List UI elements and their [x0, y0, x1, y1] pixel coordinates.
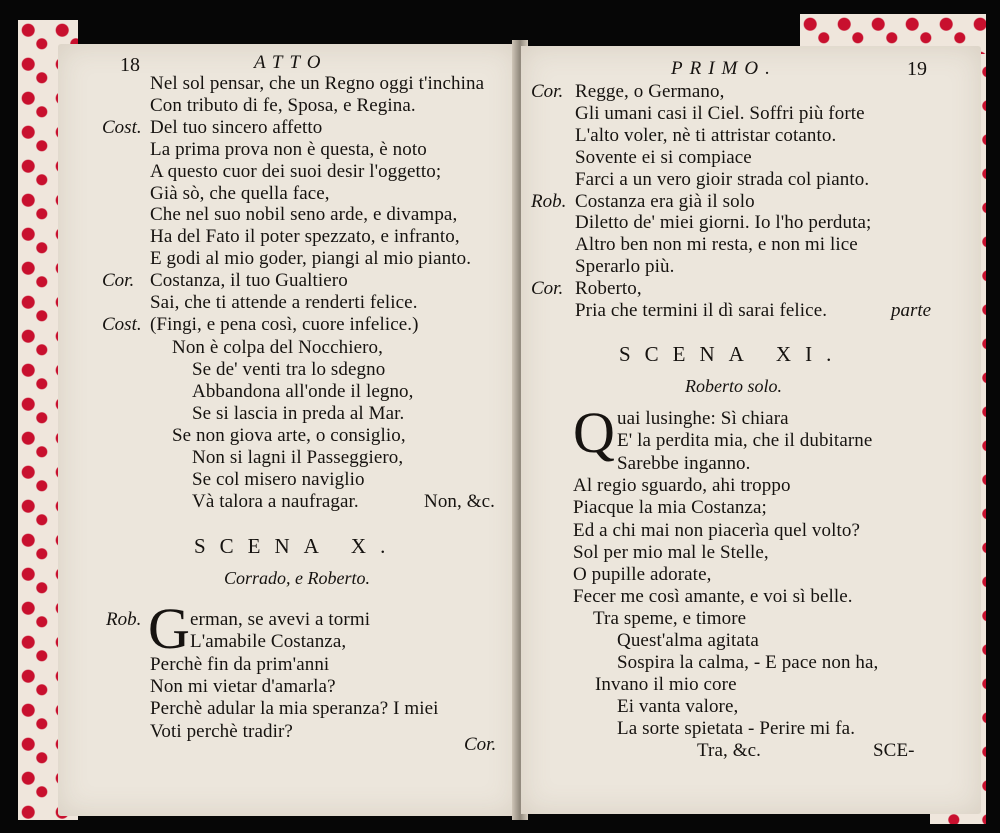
scene-title-left: SCENA X.	[194, 534, 400, 558]
verse-line: Del tuo sincero affetto	[150, 116, 323, 138]
verse-line: Nel sol pensar, che un Regno oggi t'inchina	[150, 73, 485, 94]
verse-line: E' la perdita mia, che il dubitarne	[617, 430, 873, 452]
running-head-left: ATTO	[254, 52, 328, 73]
verse-line: Non mi vietar d'amarla?	[150, 675, 336, 697]
aria-line: La sorte spietata - Perire mi fa.	[617, 718, 856, 739]
drop-cap-right: Q	[573, 400, 615, 465]
catchword-left: Cor.	[464, 734, 497, 755]
verse-line: Che nel suo nobil seno arde, e divampa,	[150, 204, 458, 226]
speaker-label: Cor.	[531, 81, 564, 102]
verse-line: E godi al mio goder, piangi al mio pianto.	[150, 248, 472, 270]
verse-line: Ha del Fato il poter spezzato, e infranto,	[150, 226, 460, 248]
verse-line: Fecer me così amante, e voi sì belle.	[573, 586, 853, 608]
verse-line: Gli umani casi il Ciel. Soffri più forte	[575, 102, 865, 124]
verse-line: Pria che termini il dì sarai felice.	[575, 300, 828, 321]
aria-cue-left: Non, &c.	[424, 491, 495, 512]
verse-line: Al regio sguardo, ahi troppo	[573, 474, 791, 496]
page-number-left: 18	[120, 54, 140, 76]
scene-persons-left: Corrado, e Roberto.	[224, 568, 370, 588]
verse-line: Costanza, il tuo Gualtiero	[150, 270, 348, 292]
verse-line: O pupille adorate,	[573, 564, 712, 586]
scene-title-right: SCENA XI.	[619, 342, 846, 366]
verse-line: Ed a chi mai non piacerìa quel volto?	[573, 519, 861, 541]
aria-line: Invano il mio core	[595, 674, 737, 695]
verse-line: Perchè adular la mia speranza? I miei	[150, 698, 439, 720]
speaker-label: Cost.	[102, 313, 142, 335]
verse-line: erman, se avevi a tormi	[190, 609, 371, 630]
verse-line: Diletto de' miei giorni. Io l'ho perduta;	[575, 212, 872, 234]
aria-line: Và talora a naufragar.	[192, 491, 359, 512]
aria-line: Abbandona all'onde il legno,	[192, 381, 414, 402]
speaker-label: Rob.	[106, 609, 142, 630]
right-page	[521, 46, 981, 814]
aria-line: Tra speme, e timore	[593, 608, 747, 629]
aria-line: Quest'alma agitata	[617, 630, 759, 651]
catchword-right: SCE-	[873, 740, 915, 761]
drop-cap-left: G	[148, 596, 190, 661]
aria-cue-right: Tra, &c.	[697, 740, 761, 761]
verse-line: Sovente ei si compiace	[575, 146, 752, 168]
exit-note: parte	[891, 300, 932, 321]
aria-line: Se de' venti tra lo sdegno	[192, 359, 386, 380]
verse-line: Perchè fin da prim'anni	[150, 653, 330, 675]
aria-line: Se non giova arte, o consiglio,	[172, 425, 406, 446]
left-page	[58, 44, 518, 816]
verse-line: Sol per mio mal le Stelle,	[573, 541, 769, 563]
aria-line: Non si lagni il Passeggiero,	[192, 447, 404, 468]
verse-line: (Fingi, e pena così, cuore infelice.)	[150, 313, 419, 335]
page-number-right: 19	[907, 58, 927, 80]
speaker-label: Rob.	[531, 190, 567, 212]
verse-line: L'alto voler, nè ti attristar cotanto.	[575, 124, 837, 146]
aria-line: Se si lascia in preda al Mar.	[192, 403, 405, 424]
speaker-label: Cost.	[102, 116, 142, 138]
verse-line: Regge, o Germano,	[575, 81, 725, 102]
verse-line: Roberto,	[575, 278, 642, 300]
aria-line: Se col misero naviglio	[192, 469, 365, 490]
speaker-label: Cor.	[102, 270, 135, 292]
verse-line: Sai, che ti attende a renderti felice.	[150, 292, 418, 313]
verse-line: Con tributo di fe, Sposa, e Regina.	[150, 94, 416, 116]
aria-line: Non è colpa del Nocchiero,	[172, 337, 383, 358]
verse-line: A questo cuor dei suoi desir l'oggetto;	[150, 160, 442, 182]
verse-line: Piacque la mia Costanza;	[573, 497, 767, 519]
aria-line: Ei vanta valore,	[617, 696, 739, 717]
verse-line: Sperarlo più.	[575, 256, 675, 278]
speaker-label: Cor.	[531, 278, 564, 300]
scene-persons-right: Roberto solo.	[685, 376, 782, 396]
running-head-right: PRIMO.	[671, 58, 777, 79]
verse-line: La prima prova non è questa, è noto	[150, 138, 427, 160]
verse-line: L'amabile Costanza,	[190, 631, 347, 653]
verse-line: Farci a un vero gioir strada col pianto.	[575, 168, 870, 190]
verse-line: Sarebbe inganno.	[617, 452, 751, 474]
aria-line: Sospira la calma, - E pace non ha,	[617, 652, 879, 673]
verse-line: Costanza era già il solo	[575, 190, 755, 212]
verse-line: Altro ben non mi resta, e non mi lice	[575, 234, 858, 256]
verse-line: uai lusinghe: Sì chiara	[617, 408, 789, 429]
verse-line: Già sò, che quella face,	[150, 182, 330, 204]
verse-line: Voti perchè tradir?	[150, 720, 293, 742]
